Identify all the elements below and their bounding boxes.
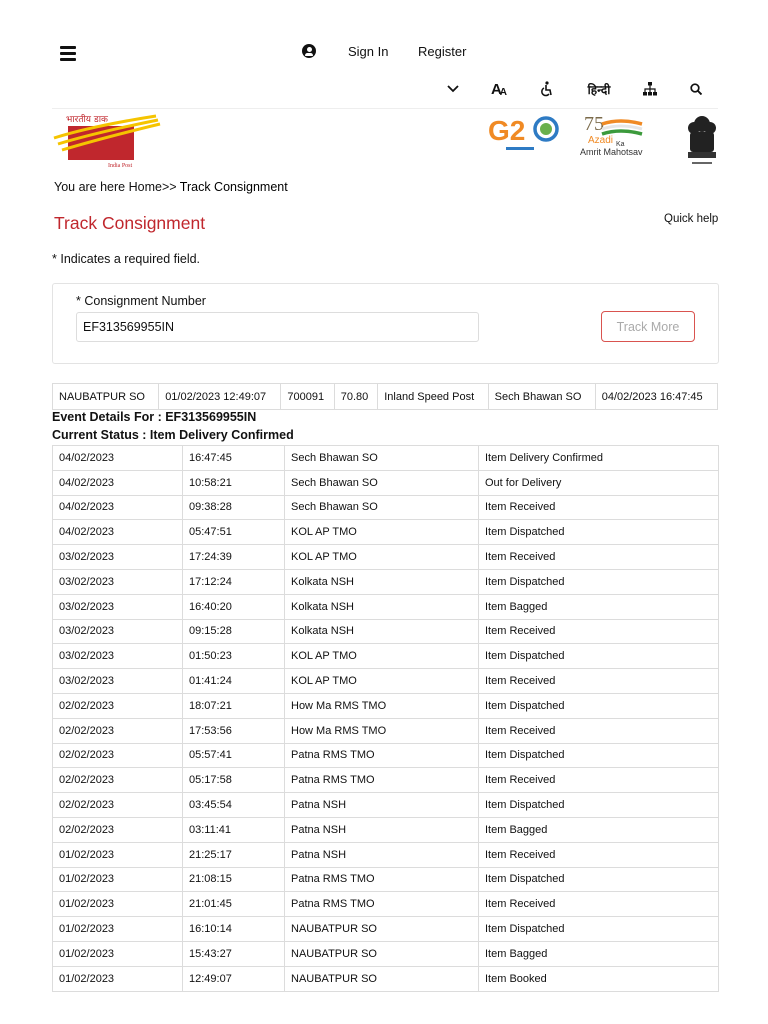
- required-note: [52, 252, 200, 266]
- event-description: Item Received: [479, 842, 719, 867]
- table-row: [53, 693, 719, 718]
- national-emblem-logo: [684, 112, 720, 168]
- event-time: 05:57:41: [183, 743, 285, 768]
- table-row: [53, 941, 719, 966]
- event-description: Item Delivery Confirmed: [479, 446, 719, 471]
- table-row: [53, 520, 719, 545]
- svg-text:75: 75: [584, 113, 604, 135]
- event-time: 05:17:58: [183, 768, 285, 793]
- breadcrumb: [54, 180, 288, 194]
- event-description: Out for Delivery: [479, 470, 719, 495]
- event-time: 17:53:56: [183, 718, 285, 743]
- summary-row: [53, 384, 718, 410]
- event-time: 21:08:15: [183, 867, 285, 892]
- current-status: Current Status : Item Delivery Confirmed: [52, 428, 294, 442]
- svg-text:G2: G2: [488, 115, 526, 146]
- event-date: 02/02/2023: [53, 793, 183, 818]
- user-circle-icon[interactable]: [302, 44, 316, 58]
- event-date: 03/02/2023: [53, 644, 183, 669]
- event-description: Item Dispatched: [479, 693, 719, 718]
- booking-datetime: 01/02/2023 12:49:07: [159, 384, 281, 410]
- table-row: [53, 867, 719, 892]
- consignment-number-input[interactable]: [76, 312, 479, 342]
- event-office: NAUBATPUR SO: [285, 941, 479, 966]
- booking-office: NAUBATPUR SO: [53, 384, 159, 410]
- event-date: 04/02/2023: [53, 520, 183, 545]
- event-office: Sech Bhawan SO: [285, 446, 479, 471]
- azadi-ka-amrit-mahotsav-logo: [580, 110, 650, 158]
- header-divider: [52, 108, 718, 109]
- event-time: 18:07:21: [183, 693, 285, 718]
- required-mark: *: [76, 294, 81, 308]
- event-office: How Ma RMS TMO: [285, 693, 479, 718]
- event-time: 01:50:23: [183, 644, 285, 669]
- event-time: 09:38:28: [183, 495, 285, 520]
- sign-in-link[interactable]: Sign In: [348, 44, 389, 59]
- language-toggle[interactable]: हिन्दी: [587, 82, 611, 97]
- event-time: 16:10:14: [183, 917, 285, 942]
- track-more-button[interactable]: Track More: [601, 311, 695, 342]
- event-office: Patna NSH: [285, 842, 479, 867]
- hamburger-icon[interactable]: [60, 46, 76, 60]
- table-row: [53, 569, 719, 594]
- required-note-text: Indicates a required field.: [60, 252, 201, 266]
- event-date: 03/02/2023: [53, 569, 183, 594]
- table-row: [53, 718, 719, 743]
- event-time: 10:58:21: [183, 470, 285, 495]
- breadcrumb-current: Track Consignment: [179, 180, 288, 194]
- event-office: Kolkata NSH: [285, 594, 479, 619]
- logo-hindi-text: भारतीय डाक: [66, 115, 108, 125]
- event-time: 17:24:39: [183, 545, 285, 570]
- event-description: Item Received: [479, 718, 719, 743]
- event-details-title: Event Details For : EF313569955IN: [52, 410, 257, 424]
- event-details-table: [52, 445, 719, 992]
- event-office: KOL AP TMO: [285, 669, 479, 694]
- event-date: 02/02/2023: [53, 743, 183, 768]
- event-office: Patna RMS TMO: [285, 743, 479, 768]
- table-row: [53, 743, 719, 768]
- table-row: [53, 817, 719, 842]
- event-description: Item Dispatched: [479, 793, 719, 818]
- event-date: 04/02/2023: [53, 446, 183, 471]
- event-date: 02/02/2023: [53, 693, 183, 718]
- event-date: 01/02/2023: [53, 966, 183, 991]
- table-row: [53, 842, 719, 867]
- event-office: How Ma RMS TMO: [285, 718, 479, 743]
- event-office: Patna NSH: [285, 793, 479, 818]
- svg-text:Ka: Ka: [616, 141, 625, 148]
- event-date: 03/02/2023: [53, 619, 183, 644]
- event-time: 15:43:27: [183, 941, 285, 966]
- chevron-down-icon[interactable]: [446, 80, 460, 98]
- event-date: 02/02/2023: [53, 817, 183, 842]
- table-row: [53, 495, 719, 520]
- event-office: Patna NSH: [285, 817, 479, 842]
- event-description: Item Received: [479, 545, 719, 570]
- font-size-icon[interactable]: A A: [490, 80, 508, 98]
- event-office: Kolkata NSH: [285, 619, 479, 644]
- table-row: [53, 917, 719, 942]
- event-office: Sech Bhawan SO: [285, 470, 479, 495]
- g20-logo: [488, 112, 566, 156]
- consignment-label: [76, 294, 206, 308]
- event-date: 02/02/2023: [53, 718, 183, 743]
- event-time: 21:01:45: [183, 892, 285, 917]
- svg-text:Azadi: Azadi: [588, 135, 614, 146]
- table-row: [53, 793, 719, 818]
- event-office: KOL AP TMO: [285, 644, 479, 669]
- event-description: Item Bagged: [479, 941, 719, 966]
- svg-text:Amrit Mahotsav: Amrit Mahotsav: [580, 147, 643, 157]
- required-mark: *: [52, 252, 57, 266]
- event-date: 04/02/2023: [53, 495, 183, 520]
- event-time: 12:49:07: [183, 966, 285, 991]
- event-time: 09:15:28: [183, 619, 285, 644]
- event-office: KOL AP TMO: [285, 545, 479, 570]
- search-icon[interactable]: [689, 80, 703, 98]
- event-date: 02/02/2023: [53, 768, 183, 793]
- sitemap-icon[interactable]: [642, 80, 658, 98]
- event-office: Patna RMS TMO: [285, 768, 479, 793]
- event-description: Item Received: [479, 495, 719, 520]
- event-date: 03/02/2023: [53, 669, 183, 694]
- track-form: [52, 283, 719, 364]
- top-bar: [0, 0, 768, 108]
- event-time: 05:47:51: [183, 520, 285, 545]
- table-row: [53, 892, 719, 917]
- logo-text: India Post: [108, 163, 133, 169]
- event-description: Item Dispatched: [479, 569, 719, 594]
- table-row: [53, 644, 719, 669]
- event-description: Item Dispatched: [479, 867, 719, 892]
- event-date: 01/02/2023: [53, 842, 183, 867]
- tariff: 70.80: [334, 384, 377, 410]
- event-office: Patna RMS TMO: [285, 867, 479, 892]
- table-row: [53, 669, 719, 694]
- consignment-label-text: Consignment Number: [84, 294, 206, 308]
- event-office: Patna RMS TMO: [285, 892, 479, 917]
- event-office: KOL AP TMO: [285, 520, 479, 545]
- breadcrumb-prefix[interactable]: You are here Home>>: [54, 180, 180, 194]
- event-office: NAUBATPUR SO: [285, 966, 479, 991]
- event-time: 03:11:41: [183, 817, 285, 842]
- event-office: NAUBATPUR SO: [285, 917, 479, 942]
- india-post-logo[interactable]: [52, 112, 162, 170]
- article-type: Inland Speed Post: [378, 384, 488, 410]
- event-description: Item Received: [479, 669, 719, 694]
- table-row: [53, 545, 719, 570]
- event-description: Item Dispatched: [479, 644, 719, 669]
- event-time: 17:12:24: [183, 569, 285, 594]
- table-row: [53, 619, 719, 644]
- event-time: 21:25:17: [183, 842, 285, 867]
- table-row: [53, 446, 719, 471]
- event-date: 01/02/2023: [53, 941, 183, 966]
- event-date: 04/02/2023: [53, 470, 183, 495]
- event-date: 01/02/2023: [53, 917, 183, 942]
- event-time: 01:41:24: [183, 669, 285, 694]
- event-description: Item Received: [479, 619, 719, 644]
- event-office: Sech Bhawan SO: [285, 495, 479, 520]
- event-time: 16:40:20: [183, 594, 285, 619]
- event-description: Item Bagged: [479, 817, 719, 842]
- event-description: Item Bagged: [479, 594, 719, 619]
- event-office: Kolkata NSH: [285, 569, 479, 594]
- table-row: [53, 594, 719, 619]
- event-time: 03:45:54: [183, 793, 285, 818]
- page-title: Track Consignment: [54, 213, 206, 233]
- event-date: 03/02/2023: [53, 545, 183, 570]
- table-row: [53, 470, 719, 495]
- event-date: 03/02/2023: [53, 594, 183, 619]
- table-row: [53, 966, 719, 991]
- event-time: 16:47:45: [183, 446, 285, 471]
- event-date: 01/02/2023: [53, 867, 183, 892]
- event-description: Item Dispatched: [479, 520, 719, 545]
- register-link[interactable]: Register: [418, 44, 467, 59]
- table-row: [53, 768, 719, 793]
- event-description: Item Booked: [479, 966, 719, 991]
- accessibility-icon[interactable]: [538, 80, 554, 98]
- event-description: Item Received: [479, 892, 719, 917]
- quick-help-link[interactable]: Quick help: [664, 213, 719, 225]
- delivery-datetime: 04/02/2023 16:47:45: [595, 384, 717, 410]
- event-description: Item Received: [479, 768, 719, 793]
- consignment-summary-table: [52, 383, 718, 410]
- event-description: Item Dispatched: [479, 917, 719, 942]
- event-date: 01/02/2023: [53, 892, 183, 917]
- event-description: Item Dispatched: [479, 743, 719, 768]
- delivery-office: Sech Bhawan SO: [488, 384, 595, 410]
- destination-pincode: 700091: [281, 384, 334, 410]
